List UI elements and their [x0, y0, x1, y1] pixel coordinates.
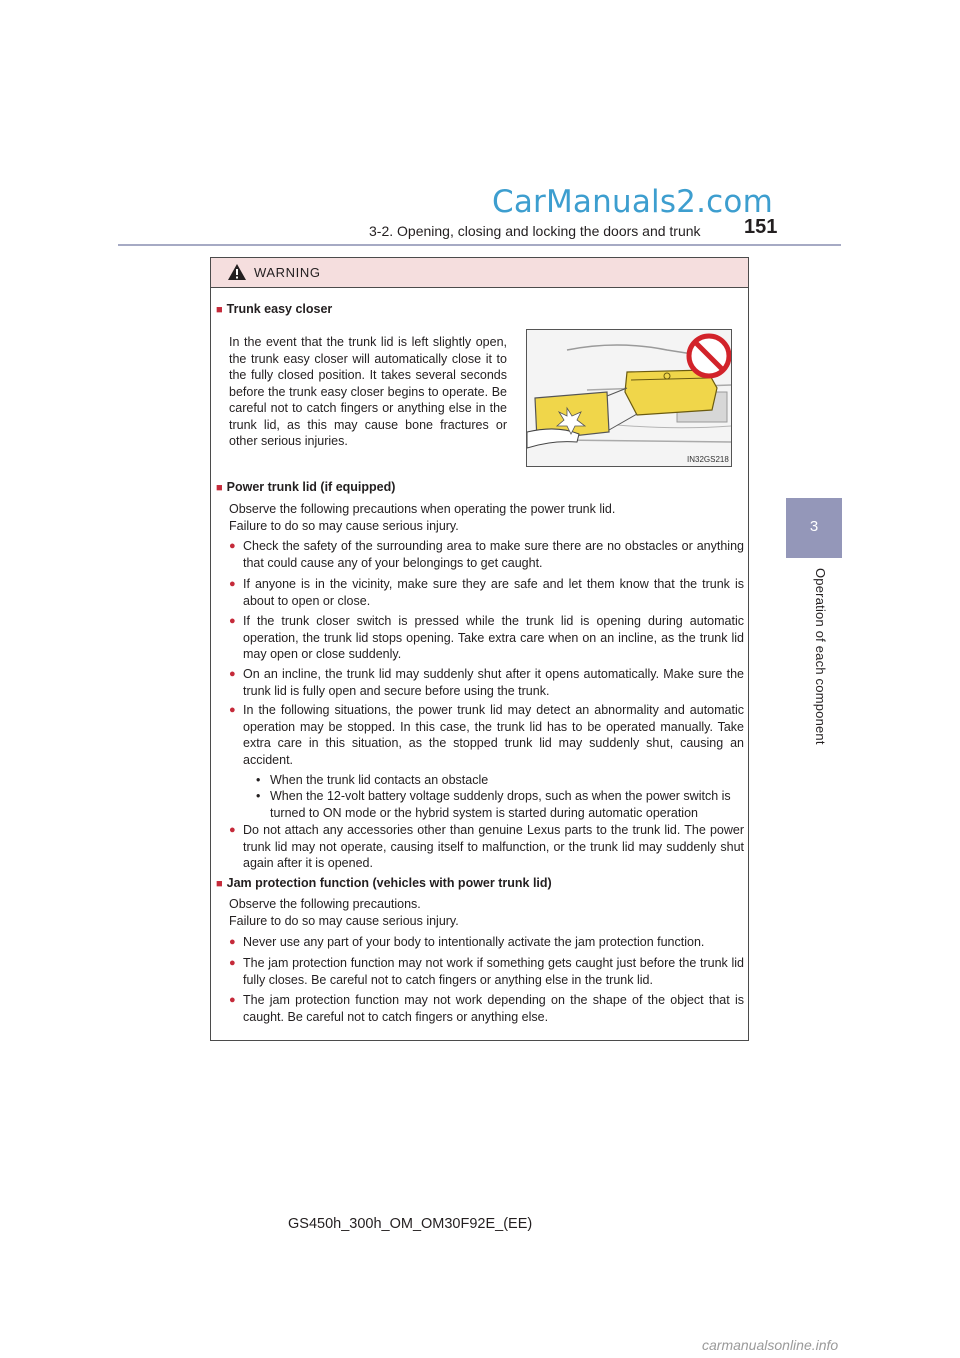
sub-bullet-icon: •: [256, 773, 261, 787]
power-trunk-lid-heading-text: Power trunk lid (if equipped): [226, 480, 396, 494]
list-item: [229, 955, 744, 988]
bullet-icon: ●: [229, 615, 236, 627]
sub-list-item: [244, 788, 744, 821]
trunk-easy-closer-heading-text: Trunk easy closer: [226, 302, 333, 316]
list-item: [229, 576, 744, 609]
chapter-label: Operation of each component: [813, 568, 828, 745]
bullet-icon: ●: [229, 936, 236, 948]
jam-protection-heading-text: Jam protection function (vehicles with power trunk lid): [226, 876, 552, 890]
sub-list-item: [244, 772, 744, 789]
bullet-icon: ●: [229, 668, 236, 680]
watermark-logo-bottom[interactable]: carmanualsonline.info: [702, 1337, 839, 1353]
list-item: [229, 822, 744, 872]
list-item: [229, 613, 744, 663]
warning-header: [211, 258, 748, 288]
jam-protection-intro-1: Observe the following precautions.: [229, 897, 421, 911]
model-code: GS450h_300h_OM_OM30F92E_(EE): [288, 1216, 533, 1232]
section-square-icon: ■: [216, 304, 223, 316]
bullet-text: If anyone is in the vicinity, make sure they are safe and let them know that the trunk is about to open or close.: [243, 577, 744, 608]
sub-bullet-text: When the 12-volt battery voltage suddenly drops, such as when the power switch is turned to ON mode or the hybrid system is started during automatic operation: [270, 789, 731, 820]
chapter-number: 3: [809, 518, 819, 535]
chapter-tab: [786, 498, 842, 558]
bullet-icon: ●: [229, 704, 236, 716]
trunk-easy-closer-heading: [216, 302, 332, 316]
header-divider: [118, 244, 841, 246]
list-item: [229, 666, 744, 699]
bullet-icon: ●: [229, 578, 236, 590]
list-item: [229, 702, 744, 768]
bullet-text: In the following situations, the power trunk lid may detect an abnormality and automatic operation may be stopped. In this case, the trunk lid has to be operated manually. Take extra care in this situation, as the stopped trunk lid may suddenly shut, causing an accident.: [243, 703, 744, 767]
bullet-icon: ●: [229, 994, 236, 1006]
bullet-icon: ●: [229, 540, 236, 552]
list-item: [229, 538, 744, 571]
page-number: 151: [744, 216, 778, 238]
sub-bullet-text: When the trunk lid contacts an obstacle: [270, 773, 489, 787]
bullet-text: Do not attach any accessories other than genuine Lexus parts to the trunk lid. The power trunk lid may not operate, causing itself to malfunction, or the trunk lid may suddenly shut again after it is opened.: [243, 823, 744, 870]
image-code: IN32GS218: [687, 455, 729, 464]
list-item: [229, 992, 744, 1025]
jam-protection-heading: [216, 876, 552, 890]
bullet-icon: ●: [229, 957, 236, 969]
trunk-easy-closer-text: In the event that the trunk lid is left slightly open, the trunk easy closer will automatically close it to the fully closed position. It takes several seconds before the trunk easy closer begins to operate. Be careful not to catch fingers or anything else in the trunk lid, as this may cause bone fractures or other serious injuries.: [229, 335, 507, 448]
trunk-closer-illustration: [526, 329, 732, 467]
bullet-icon: ●: [229, 824, 236, 836]
list-item: [229, 934, 744, 951]
warning-triangle-icon: [227, 263, 247, 281]
section-square-icon: ■: [216, 878, 223, 890]
watermark-logo-top[interactable]: CarManuals2.com: [492, 184, 773, 220]
section-square-icon: ■: [216, 482, 223, 494]
bullet-text: On an incline, the trunk lid may suddenly shut after it opens automatically. Make sure the trunk lid is fully open and secure before using the trunk.: [243, 667, 744, 698]
warning-title: WARNING: [254, 265, 321, 280]
power-trunk-intro-1: Observe the following precautions when operating the power trunk lid.: [229, 502, 616, 516]
bullet-text: Check the safety of the surrounding area to make sure there are no obstacles or anything that could cause any of your belongings to get caught.: [243, 539, 744, 570]
bullet-text: If the trunk closer switch is pressed while the trunk lid is opening during automatic operation, the trunk lid stops opening. Take extra care when on an incline, as the trunk lid may open or close suddenly.: [243, 614, 744, 661]
power-trunk-intro-2: Failure to do so may cause serious injury.: [229, 519, 459, 533]
section-title: 3-2. Opening, closing and locking the doors and trunk: [369, 223, 701, 239]
sub-bullet-icon: •: [256, 789, 261, 803]
bullet-text: The jam protection function may not work depending on the shape of the object that is caught. Be careful not to catch fingers or anything else.: [243, 993, 744, 1024]
jam-protection-intro-2: Failure to do so may cause serious injury.: [229, 914, 459, 928]
power-trunk-lid-heading: [216, 480, 395, 494]
bullet-text: Never use any part of your body to intentionally activate the jam protection function.: [243, 935, 705, 949]
trunk-lid-illustration: [527, 330, 731, 466]
bullet-text: The jam protection function may not work if something gets caught just before the trunk lid fully closes. Be careful not to catch fingers or anything else in the trunk lid.: [243, 956, 744, 987]
